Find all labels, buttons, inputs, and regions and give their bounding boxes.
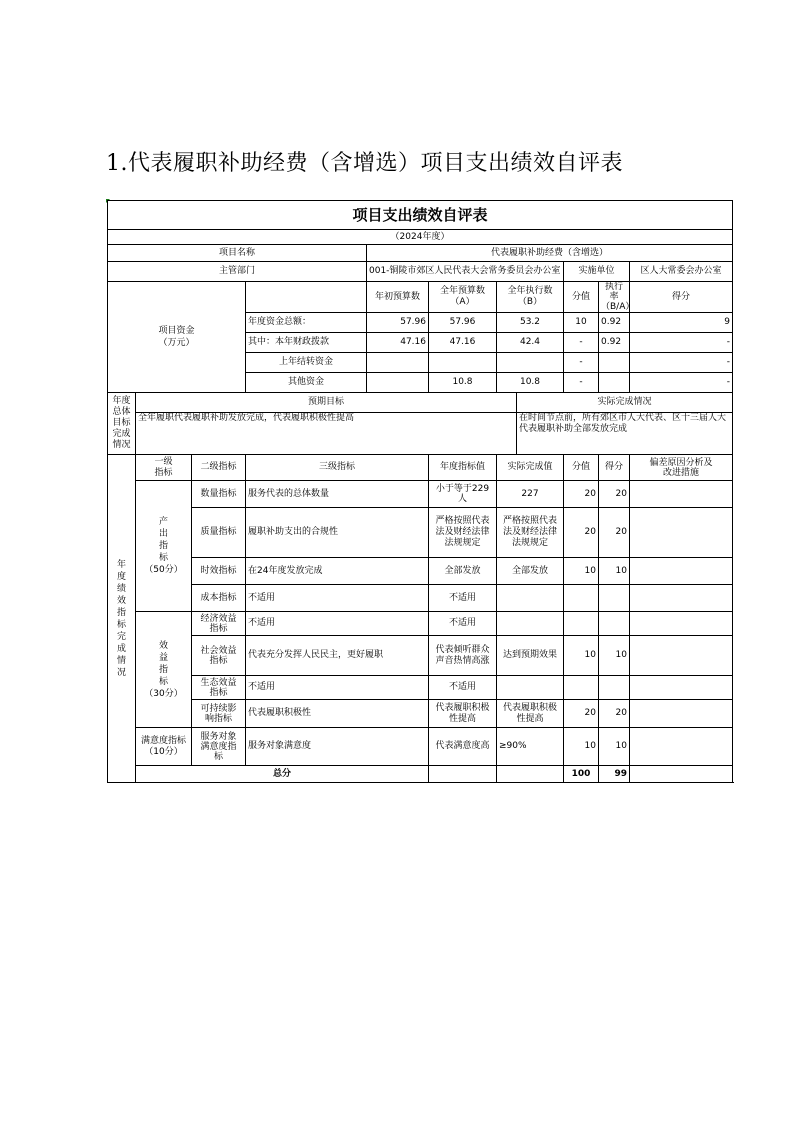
perf-header-level2: 二级指标 (192, 455, 246, 481)
perf-header-level3: 三级指标 (246, 455, 429, 481)
goal-label: 年度 总体 目标 完成 情况 (108, 393, 136, 455)
table-row: 生态效益 指标 不适用 不适用 (108, 676, 733, 700)
table-row: 产 出 指 标 （50分） 数量指标 服务代表的总体数量 小于等于229 人 227 20 20 (108, 481, 733, 508)
impl-label: 实施单位 (564, 262, 630, 282)
funds-row-carryover: 上年结转资金 - - (108, 353, 733, 373)
table-row: 满意度指标 （10分） 服务对象 满意度指 标 服务对象满意度 代表满意度高 ≥90% 10 10 (108, 728, 733, 766)
total-label: 总分 (136, 766, 429, 783)
funds-header-executed: 全年执行数（B） (497, 282, 564, 313)
perf-header-score: 得分 (599, 455, 630, 481)
perf-header-value: 分值 (564, 455, 599, 481)
total-score: 99 (599, 766, 630, 783)
table-row: 可持续影 响指标 代表履职积极性 代表履职积极 性提高 代表履职积极 性提高 20 20 (108, 700, 733, 728)
table-row: 时效指标 在24年度发放完成 全部发放 全部发放 10 10 (108, 558, 733, 585)
project-name-value: 代表履职补助经费（含增选） (367, 245, 733, 262)
perf-header-actual: 实际完成值 (497, 455, 564, 481)
funds-header-rate: 执行率 （B/A） (599, 282, 630, 313)
table-row: 质量指标 履职补助支出的合规性 严格按照代表 法及财经法律 法规规定 严格按照代表 法及财经法律 法规规定 20 20 (108, 508, 733, 558)
table-row: 社会效益 指标 代表充分发挥人民民主，更好履职 代表倾听群众 声音热情高涨 达到预期效果 10 10 (108, 636, 733, 676)
project-name-label: 项目名称 (108, 245, 367, 262)
funds-row-total: 年度资金总额： 57.96 57.96 53.2 10 0.92 9 (108, 313, 733, 333)
performance-table (107, 200, 732, 783)
perf-label: 年 度 绩 效 指 标 完 成 情 况 (108, 455, 136, 783)
perf-header-level1: 一级 指标 (136, 455, 192, 481)
funds-blank-cell (246, 282, 367, 313)
total-row (108, 766, 733, 783)
funds-header-initial: 年初预算数 (367, 282, 429, 313)
funds-header-score-value: 分值 (564, 282, 599, 313)
dept-label: 主管部门 (108, 262, 367, 282)
goal-actual-value: 在时间节点前，所有郊区市人大代表、区十三届人大代表履职补助全部发放完成 (517, 413, 733, 455)
funds-row-fiscal: 其中：本年财政拨款 47.16 47.16 42.4 - 0.92 - (108, 333, 733, 353)
impl-value: 区人大常委会办公室 (630, 262, 733, 282)
group-output: 产 出 指 标 （50分） (136, 481, 192, 612)
perf-header-reason: 偏差原因分析及 改进措施 (630, 455, 733, 481)
goal-expected-value: 全年履职代表履职补助发放完成，代表履职积极性提高 (136, 413, 517, 455)
group-benefit: 效 益 指 标 （30分） (136, 612, 192, 728)
table-title: 项目支出绩效自评表 (108, 201, 733, 230)
perf-header-target: 年度指标值 (429, 455, 497, 481)
table-year: （2024年度） (108, 230, 733, 245)
goal-expected-header: 预期目标 (136, 393, 517, 413)
group-satisfaction: 满意度指标 （10分） (136, 728, 192, 766)
dept-value: 001-铜陵市郊区人民代表大会常务委员会办公室 (367, 262, 564, 282)
table-row: 成本指标 不适用 不适用 (108, 585, 733, 612)
total-value: 100 (564, 766, 599, 783)
table-row: 效 益 指 标 （30分） 经济效益 指标 不适用 不适用 (108, 612, 733, 636)
funds-header-annual: 全年预算数（A） (429, 282, 497, 313)
goal-actual-header: 实际完成情况 (517, 393, 733, 413)
funds-header-score: 得分 (630, 282, 733, 313)
funds-row-other: 其他资金 10.8 10.8 - - (108, 373, 733, 393)
page-heading: 1.代表履职补助经费（含增选）项目支出绩效自评表 (106, 151, 623, 176)
funds-label: 项目资金 （万元） (108, 282, 246, 393)
